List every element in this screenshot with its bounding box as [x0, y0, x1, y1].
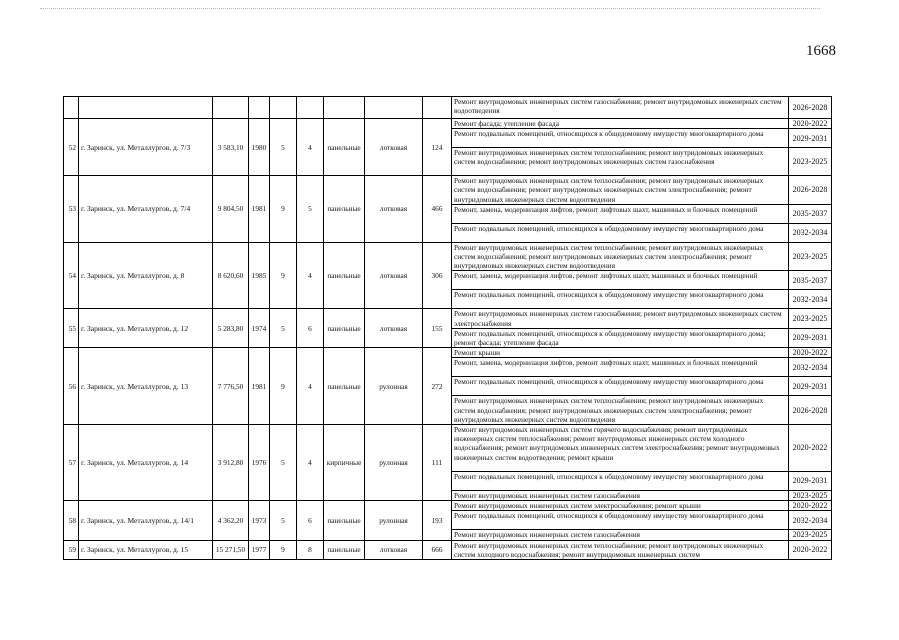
apartments-cell: 466: [423, 176, 452, 243]
roof-type-cell: рулонная: [365, 501, 423, 540]
work-cell: Ремонт крыши: [452, 348, 789, 358]
years-cell: 2035-2037: [789, 204, 832, 223]
years-cell: 2023-2025: [789, 530, 832, 540]
area-cell: 3 912,80: [213, 425, 249, 501]
years-cell: 2029-2031: [789, 129, 832, 148]
roof-type-cell: лотковая: [365, 540, 423, 559]
years-cell: 2032-2034: [789, 223, 832, 242]
table-row: [64, 119, 832, 129]
years-cell: 2020-2022: [789, 501, 832, 511]
apartments-cell: 111: [423, 425, 452, 501]
work-cell: Ремонт внутридомовых инженерных систем теплоснабжения; ремонт внутридомовых инженерных систем водоснабжения; ремонт внутридомовых инженерных систем электроснабжения; ремонт внутридомовых инженерных систем водоотведения: [452, 396, 789, 425]
floors-cell: 9: [270, 540, 297, 559]
work-cell: Ремонт внутридомовых инженерных систем газоснабжения: [452, 491, 789, 501]
roof-type-cell: лотковая: [365, 242, 423, 309]
entrances-cell: 5: [297, 176, 324, 243]
floors-cell: 5: [270, 425, 297, 501]
work-cell: Ремонт внутридомовых инженерных систем электроснабжения; ремонт крыши: [452, 501, 789, 511]
apartments-cell: 306: [423, 242, 452, 309]
work-cell: Ремонт, замена, модернизация лифтов, ремонт лифтовых шахт, машинных и блочных помещений: [452, 271, 789, 290]
year-built-cell: 1980: [249, 119, 270, 176]
building-number-cell: 54: [64, 242, 79, 309]
wall-material-cell: панельные: [324, 348, 365, 425]
address-cell: г. Заринск, ул. Металлургов, д. 15: [79, 540, 213, 559]
table-row: [64, 176, 832, 205]
work-cell: Ремонт внутридомовых инженерных систем горячего водоснабжения; ремонт внутридомовых инженерных систем теплоснабжения; ремонт внутридомовых инженерных систем холодного водоснабжения; ремонт внутридомовых инженерных систем электроснабжения; ремонт внутридомовых инженерных систем водоотведения; ремонт крыши: [452, 425, 789, 472]
entrances-cell: 6: [297, 309, 324, 348]
years-cell: 2023-2025: [789, 242, 832, 271]
entrances-cell: 4: [297, 425, 324, 501]
apartments-cell: 272: [423, 348, 452, 425]
floors-cell: 5: [270, 501, 297, 540]
years-cell: 2020-2022: [789, 540, 832, 559]
year-built-cell: 1981: [249, 176, 270, 243]
work-cell: Ремонт внутридомовых инженерных систем теплоснабжения; ремонт внутридомовых инженерных систем водоснабжения; ремонт внутридомовых инженерных систем электроснабжения; ремонт внутридомовых инженерных систем водоотведения: [452, 176, 789, 205]
table-body: [64, 97, 832, 560]
entrances-cell: 4: [297, 242, 324, 309]
work-cell: Ремонт подвальных помещений, относящихся к общедомовому имуществу многоквартирного дома: [452, 129, 789, 148]
work-cell: Ремонт внутридомовых инженерных систем теплоснабжения; ремонт внутридомовых инженерных систем водоснабжения; ремонт внутридомовых инженерных систем электроснабжения; ремонт внутридомовых инженерных систем водоотведения: [452, 242, 789, 271]
apartments-cell: 666: [423, 540, 452, 559]
roof-type-cell: рулонная: [365, 348, 423, 425]
apartments-cell: [423, 97, 452, 119]
work-cell: Ремонт подвальных помещений, относящихся к общедомовому имуществу многоквартирного дома: [452, 223, 789, 242]
work-cell: Ремонт фасада; утепление фасада: [452, 119, 789, 129]
wall-material-cell: панельные: [324, 119, 365, 176]
address-cell: г. Заринск, ул. Металлургов, д. 7/3: [79, 119, 213, 176]
roof-cell: [365, 97, 423, 119]
num-cell: [64, 97, 79, 119]
years-cell: 2020-2022: [789, 348, 832, 358]
wall-material-cell: панельные: [324, 176, 365, 243]
area-cell: 8 620,60: [213, 242, 249, 309]
work-cell: Ремонт внутридомовых инженерных систем газоснабжения: [452, 530, 789, 540]
year-built-cell: 1973: [249, 501, 270, 540]
wall-material-cell: панельные: [324, 242, 365, 309]
wall-cell: [324, 97, 365, 119]
area-cell: 7 776,50: [213, 348, 249, 425]
building-number-cell: 52: [64, 119, 79, 176]
roof-type-cell: лотковая: [365, 309, 423, 348]
floors-cell: 5: [270, 309, 297, 348]
building-number-cell: 53: [64, 176, 79, 243]
floors-cell: 5: [270, 119, 297, 176]
address-cell: г. Заринск, ул. Металлургов, д. 14/1: [79, 501, 213, 540]
building-number-cell: 55: [64, 309, 79, 348]
area-cell: 5 283,80: [213, 309, 249, 348]
work-cell: Ремонт внутридомовых инженерных систем теплоснабжения; ремонт внутридомовых инженерных систем водоснабжения; ремонт внутридомовых инженерных систем газоснабжения: [452, 148, 789, 176]
apartments-cell: 124: [423, 119, 452, 176]
table-row: [64, 309, 832, 328]
wall-material-cell: панельные: [324, 540, 365, 559]
work-cell: Ремонт, замена, модернизация лифтов, ремонт лифтовых шахт, машинных и блочных помещений: [452, 204, 789, 223]
work-cell: Ремонт внутридомовых инженерных систем газоснабжения; ремонт внутридомовых инженерных систем водоотведения: [452, 97, 789, 119]
area-cell: 3 583,10: [213, 119, 249, 176]
building-number-cell: 57: [64, 425, 79, 501]
area-cell: [213, 97, 249, 119]
years-cell: 2032-2034: [789, 511, 832, 530]
work-cell: Ремонт, замена, модернизация лифтов, ремонт лифтовых шахт, машинных и блочных помещений: [452, 358, 789, 377]
table-row: [64, 501, 832, 511]
area-cell: 9 804,50: [213, 176, 249, 243]
years-cell: 2026-2028: [789, 396, 832, 425]
years-cell: 2023-2025: [789, 309, 832, 328]
address-cell: г. Заринск, ул. Металлургов, д. 12: [79, 309, 213, 348]
years-cell: 2029-2031: [789, 472, 832, 491]
address-cell: г. Заринск, ул. Металлургов, д. 13: [79, 348, 213, 425]
entrances-cell: 4: [297, 348, 324, 425]
entrances-cell: 8: [297, 540, 324, 559]
wall-material-cell: панельные: [324, 501, 365, 540]
years-cell: 2029-2031: [789, 377, 832, 396]
area-cell: 4 362,20: [213, 501, 249, 540]
building-number-cell: 58: [64, 501, 79, 540]
years-cell: 2032-2034: [789, 290, 832, 309]
building-number-cell: 56: [64, 348, 79, 425]
year-cell: [249, 97, 270, 119]
years-cell: 2020-2022: [789, 119, 832, 129]
work-cell: Ремонт подвальных помещений, относящихся к общедомовому имуществу многоквартирного дома: [452, 290, 789, 309]
table-row: [64, 425, 832, 472]
work-cell: Ремонт внутридомовых инженерных систем газоснабжения; ремонт внутридомовых инженерных систем электроснабжения: [452, 309, 789, 328]
years-cell: 2029-2031: [789, 328, 832, 347]
roof-type-cell: рулонная: [365, 425, 423, 501]
years-cell: 2032-2034: [789, 358, 832, 377]
address-cell: [79, 97, 213, 119]
floors-cell: 9: [270, 348, 297, 425]
floors-cell: 9: [270, 176, 297, 243]
year-built-cell: 1981: [249, 348, 270, 425]
table-row: [64, 348, 832, 358]
years-cell: 2023-2025: [789, 491, 832, 501]
table-row: [64, 540, 832, 559]
entrances-cell: [297, 97, 324, 119]
year-built-cell: 1974: [249, 309, 270, 348]
page-number: 1668: [806, 43, 836, 59]
table-row: [64, 242, 832, 271]
years-cell: 2026-2028: [789, 176, 832, 205]
wall-material-cell: кирпичные: [324, 425, 365, 501]
top-scan-rule: [40, 8, 820, 9]
address-cell: г. Заринск, ул. Металлургов, д. 7/4: [79, 176, 213, 243]
work-cell: Ремонт подвальных помещений, относящихся к общедомовому имуществу многоквартирного дома; ремонт фасада; утепление фасада: [452, 328, 789, 347]
entrances-cell: 4: [297, 119, 324, 176]
floors-cell: [270, 97, 297, 119]
entrances-cell: 6: [297, 501, 324, 540]
years-cell: 2020-2022: [789, 425, 832, 472]
year-built-cell: 1977: [249, 540, 270, 559]
work-cell: Ремонт подвальных помещений, относящихся к общедомовому имуществу многоквартирного дома: [452, 377, 789, 396]
work-cell: Ремонт подвальных помещений, относящихся к общедомовому имуществу многоквартирного дома: [452, 472, 789, 491]
apartments-cell: 193: [423, 501, 452, 540]
work-cell: Ремонт подвальных помещений, относящихся к общедомовому имуществу многоквартирного дома: [452, 511, 789, 530]
year-built-cell: 1985: [249, 242, 270, 309]
work-cell: Ремонт внутридомовых инженерных систем теплоснабжения; ремонт внутридомовых инженерных систем холодного водоснабжения; ремонт внутридомовых инженерных систем: [452, 540, 789, 559]
area-cell: 15 271,50: [213, 540, 249, 559]
floors-cell: 9: [270, 242, 297, 309]
year-built-cell: 1976: [249, 425, 270, 501]
table-row: [64, 97, 832, 119]
repair-schedule-table: [63, 96, 832, 560]
wall-material-cell: панельные: [324, 309, 365, 348]
roof-type-cell: лотковая: [365, 119, 423, 176]
apartments-cell: 155: [423, 309, 452, 348]
roof-type-cell: лотковая: [365, 176, 423, 243]
years-cell: 2026-2028: [789, 97, 832, 119]
address-cell: г. Заринск, ул. Металлургов, д. 8: [79, 242, 213, 309]
address-cell: г. Заринск, ул. Металлургов, д. 14: [79, 425, 213, 501]
building-number-cell: 59: [64, 540, 79, 559]
years-cell: 2023-2025: [789, 148, 832, 176]
years-cell: 2035-2037: [789, 271, 832, 290]
